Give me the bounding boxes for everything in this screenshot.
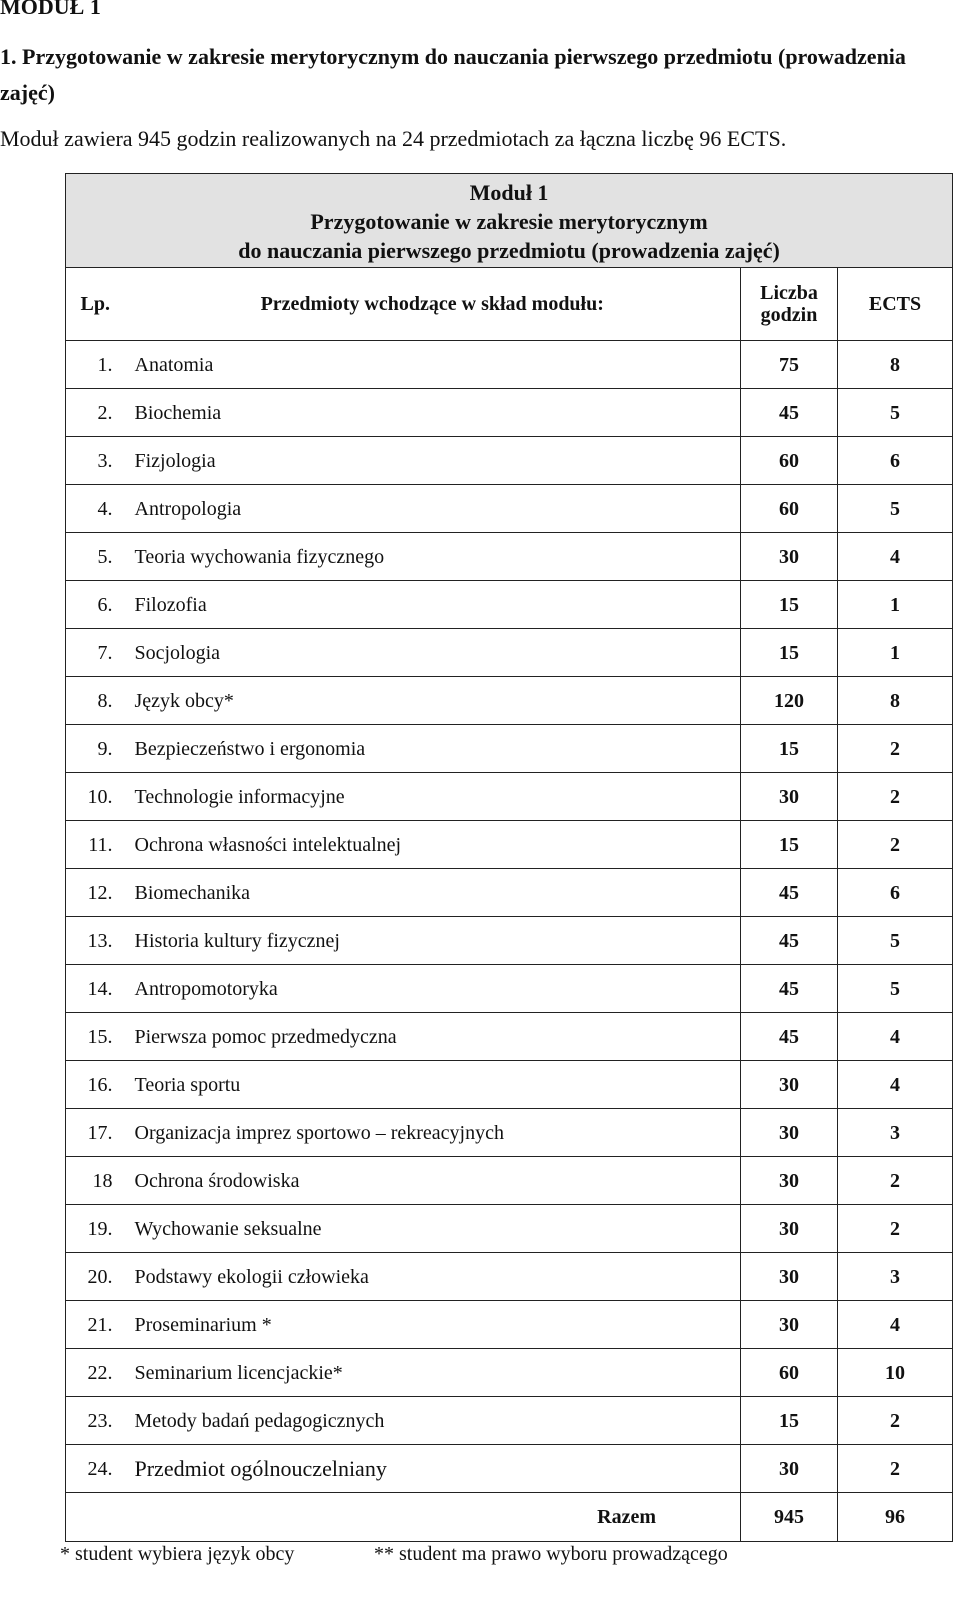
table-row	[66, 725, 953, 773]
subject-ects: 1	[838, 629, 953, 677]
table-row	[66, 917, 953, 965]
subject-ects: 3	[838, 1253, 953, 1301]
header-hours-line1: Liczba	[760, 282, 818, 304]
subject-name: Anatomia	[125, 341, 741, 389]
table-row	[66, 1253, 953, 1301]
row-number: 3.	[66, 437, 125, 485]
subject-hours: 45	[741, 965, 838, 1013]
table-row	[66, 1301, 953, 1349]
table-row	[66, 1397, 953, 1445]
subject-ects: 4	[838, 1013, 953, 1061]
subject-hours: 15	[741, 821, 838, 869]
subject-hours: 45	[741, 869, 838, 917]
row-number: 23.	[66, 1397, 125, 1445]
total-ects: 96	[838, 1493, 953, 1542]
subject-name: Ochrona środowiska	[125, 1157, 741, 1205]
subject-hours: 30	[741, 1301, 838, 1349]
subject-ects: 5	[838, 917, 953, 965]
subject-name: Ochrona własności intelektualnej	[125, 821, 741, 869]
subject-name: Historia kultury fizycznej	[125, 917, 741, 965]
table-row	[66, 581, 953, 629]
row-number: 21.	[66, 1301, 125, 1349]
header-hours-line2: godzin	[760, 304, 818, 326]
subject-hours: 30	[741, 773, 838, 821]
row-number: 15.	[66, 1013, 125, 1061]
subject-hours: 15	[741, 725, 838, 773]
subject-hours: 45	[741, 917, 838, 965]
subject-hours: 45	[741, 1013, 838, 1061]
subject-name: Socjologia	[125, 629, 741, 677]
module-summary: Moduł zawiera 945 godzin realizowanych na 24 przedmiotach za łączna liczbę 96 ECTS.	[0, 126, 787, 151]
row-number: 13.	[66, 917, 125, 965]
subject-hours: 30	[741, 533, 838, 581]
table-row	[66, 773, 953, 821]
module-heading: MODUŁ 1	[0, 0, 101, 19]
subject-hours: 60	[741, 1349, 838, 1397]
subject-ects: 2	[838, 1157, 953, 1205]
subject-name: Antropologia	[125, 485, 741, 533]
subject-name: Metody badań pedagogicznych	[125, 1397, 741, 1445]
row-number: 1.	[66, 341, 125, 389]
caption-line: Przygotowanie w zakresie merytorycznym	[310, 209, 708, 234]
subject-ects: 2	[838, 821, 953, 869]
table-row	[66, 533, 953, 581]
module-title: 1. Przygotowanie w zakresie merytorycznym do nauczania pierwszego przedmiotu (prowadzenia zajęć)	[0, 44, 906, 105]
subject-hours: 30	[741, 1253, 838, 1301]
subject-name: Proseminarium *	[125, 1301, 741, 1349]
row-number: 10.	[66, 773, 125, 821]
table-row	[66, 1157, 953, 1205]
subject-ects: 10	[838, 1349, 953, 1397]
subject-ects: 2	[838, 1397, 953, 1445]
subject-ects: 1	[838, 581, 953, 629]
subject-hours: 60	[741, 437, 838, 485]
subject-ects: 6	[838, 437, 953, 485]
total-label: Razem	[66, 1493, 741, 1542]
subject-hours: 120	[741, 677, 838, 725]
subject-name: Fizjologia	[125, 437, 741, 485]
table-row	[66, 965, 953, 1013]
subject-ects: 5	[838, 389, 953, 437]
subject-ects: 5	[838, 965, 953, 1013]
table-row	[66, 821, 953, 869]
subject-name: Podstawy ekologii człowieka	[125, 1253, 741, 1301]
table-caption	[66, 174, 953, 268]
subject-name: Bezpieczeństwo i ergonomia	[125, 725, 741, 773]
table-header-row	[66, 268, 953, 341]
row-number: 11.	[66, 821, 125, 869]
subject-hours: 75	[741, 341, 838, 389]
subject-hours: 60	[741, 485, 838, 533]
subject-name: Organizacja imprez sportowo – rekreacyjnych	[125, 1109, 741, 1157]
subject-ects: 3	[838, 1109, 953, 1157]
module-table	[65, 173, 953, 1542]
row-number: 24.	[66, 1445, 125, 1493]
total-hours: 945	[741, 1493, 838, 1542]
row-number: 16.	[66, 1061, 125, 1109]
row-number: 18	[66, 1157, 125, 1205]
caption-line: do nauczania pierwszego przedmiotu (prowadzenia zajęć)	[238, 238, 780, 263]
subject-ects: 2	[838, 1205, 953, 1253]
subject-hours: 15	[741, 581, 838, 629]
table-row	[66, 629, 953, 677]
table-row	[66, 869, 953, 917]
subject-name: Język obcy*	[125, 677, 741, 725]
subject-ects: 5	[838, 485, 953, 533]
subject-hours: 15	[741, 629, 838, 677]
subject-name: Technologie informacyjne	[125, 773, 741, 821]
subject-name: Wychowanie seksualne	[125, 1205, 741, 1253]
subject-name: Seminarium licencjackie*	[125, 1349, 741, 1397]
subject-name: Pierwsza pomoc przedmedyczna	[125, 1013, 741, 1061]
footnote-supervisor: ** student ma prawo wyboru prowadzącego	[374, 1543, 728, 1565]
table-caption-row	[66, 174, 953, 268]
subject-ects: 6	[838, 869, 953, 917]
subject-hours: 30	[741, 1445, 838, 1493]
row-number: 19.	[66, 1205, 125, 1253]
table-row	[66, 1061, 953, 1109]
row-number: 5.	[66, 533, 125, 581]
subject-ects: 4	[838, 533, 953, 581]
row-number: 20.	[66, 1253, 125, 1301]
caption-line: Moduł 1	[469, 180, 549, 205]
row-number: 7.	[66, 629, 125, 677]
total-row	[66, 1493, 953, 1542]
subject-hours: 30	[741, 1109, 838, 1157]
subject-name: Filozofia	[125, 581, 741, 629]
table-row	[66, 485, 953, 533]
row-number: 6.	[66, 581, 125, 629]
table-row	[66, 1445, 953, 1493]
subject-ects: 8	[838, 341, 953, 389]
table-row	[66, 1013, 953, 1061]
table-row	[66, 1205, 953, 1253]
table-row	[66, 437, 953, 485]
table-row	[66, 341, 953, 389]
subject-ects: 2	[838, 1445, 953, 1493]
subject-ects: 2	[838, 773, 953, 821]
subject-hours: 30	[741, 1061, 838, 1109]
header-lp: Lp.	[66, 268, 125, 341]
row-number: 12.	[66, 869, 125, 917]
footnote-language: * student wybiera język obcy	[60, 1543, 295, 1565]
subject-ects: 4	[838, 1061, 953, 1109]
row-number: 2.	[66, 389, 125, 437]
table-row	[66, 389, 953, 437]
subject-name: Biochemia	[125, 389, 741, 437]
table-row	[66, 1109, 953, 1157]
subject-ects: 8	[838, 677, 953, 725]
subject-hours: 15	[741, 1397, 838, 1445]
table-row	[66, 1349, 953, 1397]
subject-ects: 2	[838, 725, 953, 773]
row-number: 8.	[66, 677, 125, 725]
subject-name: Teoria wychowania fizycznego	[125, 533, 741, 581]
row-number: 4.	[66, 485, 125, 533]
subject-name: Antropomotoryka	[125, 965, 741, 1013]
row-number: 9.	[66, 725, 125, 773]
subject-hours: 30	[741, 1157, 838, 1205]
subject-hours: 45	[741, 389, 838, 437]
subject-name: Biomechanika	[125, 869, 741, 917]
row-number: 17.	[66, 1109, 125, 1157]
header-hours	[741, 268, 838, 341]
subject-hours: 30	[741, 1205, 838, 1253]
row-number: 14.	[66, 965, 125, 1013]
header-subjects: Przedmioty wchodzące w skład modułu:	[125, 268, 741, 341]
row-number: 22.	[66, 1349, 125, 1397]
subject-name: Przedmiot ogólnouczelniany	[125, 1445, 741, 1493]
subject-ects: 4	[838, 1301, 953, 1349]
header-ects: ECTS	[838, 268, 953, 341]
subject-name: Teoria sportu	[125, 1061, 741, 1109]
table-row	[66, 677, 953, 725]
